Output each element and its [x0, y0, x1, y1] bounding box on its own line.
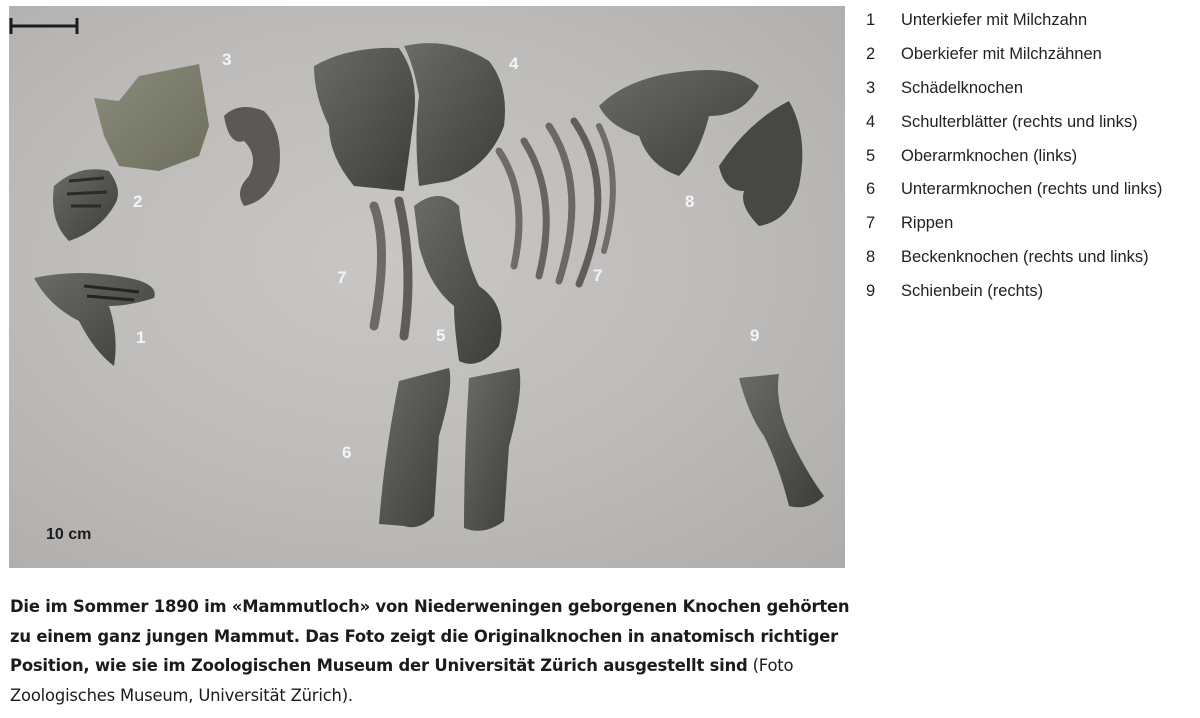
bone-number-label: 3: [222, 50, 232, 69]
legend-number: 5: [866, 146, 876, 165]
rib-shape: [399, 201, 408, 336]
bone-number-label: 4: [509, 54, 519, 73]
legend-number: 6: [866, 180, 876, 199]
bone-legend: [866, 4, 1196, 308]
legend-item: [866, 139, 1196, 173]
legend-number: 1: [866, 11, 876, 30]
legend-number: 9: [866, 281, 876, 300]
legend-text: Oberkiefer mit Milchzähnen: [901, 45, 1102, 64]
legend-text: Beckenknochen (rechts und links): [901, 247, 1149, 266]
bone-number-label: 8: [685, 192, 695, 211]
scapula-left-shape: [314, 48, 415, 191]
rib-shape: [374, 206, 382, 326]
legend-text: Schädelknochen: [901, 78, 1024, 97]
scapula-right-shape: [404, 43, 505, 186]
legend-text: Schulterblätter (rechts und links): [901, 112, 1138, 131]
bone-number-label: 7: [337, 268, 347, 287]
figure-caption: [10, 592, 850, 710]
skull-bone-shape-2: [224, 107, 280, 206]
legend-item: [866, 173, 1196, 207]
bones-illustration: [9, 6, 845, 568]
tibia-shape: [739, 374, 824, 507]
mammoth-bones-photo: [9, 6, 845, 568]
legend-text: Unterarmknochen (rechts und links): [901, 180, 1163, 199]
rib-shape: [499, 151, 519, 266]
legend-item: [866, 72, 1196, 106]
legend-number: 4: [866, 112, 876, 131]
legend-text: Oberarmknochen (links): [901, 146, 1078, 165]
bone-number-label: 1: [136, 328, 146, 347]
bone-number-label: 7: [593, 266, 603, 285]
skull-bone-shape: [94, 64, 209, 171]
legend-number: 3: [866, 78, 876, 97]
humerus-shape: [414, 196, 502, 364]
rib-shape: [599, 126, 613, 251]
caption-credit-text: (Foto Zoologisches Museum, Universität Zürich).: [10, 656, 794, 705]
legend-text: Unterkiefer mit Milchzahn: [901, 11, 1088, 30]
legend-number: 2: [866, 45, 876, 64]
forearm-bone-shape: [379, 368, 450, 527]
legend-number: 8: [866, 247, 876, 266]
legend-item: [866, 105, 1196, 139]
pelvis-right-shape: [719, 101, 802, 226]
legend-item: [866, 207, 1196, 241]
legend-text: Rippen: [901, 214, 954, 233]
legend-text: Schienbein (rechts): [901, 281, 1044, 300]
legend-number: 7: [866, 214, 876, 233]
rib-shape: [549, 126, 572, 281]
bone-number-label: 5: [436, 326, 446, 345]
legend-item: [866, 38, 1196, 72]
bone-number-label: 2: [133, 192, 143, 211]
legend-item: [866, 274, 1196, 308]
forearm-bone-shape-2: [464, 368, 520, 531]
bone-number-label: 6: [342, 443, 352, 462]
scale-bar: [9, 6, 79, 46]
caption-bold-text: Die im Sommer 1890 im «Mammutloch» von Niederweningen geborgenen Knochen gehörten zu einem ganz jungen Mammut. Das Foto zeigt die Originalknochen in anatomisch richtiger Position, wie sie im Zoologischen Museum der Universität Zürich ausgestellt sind: [10, 597, 850, 675]
legend-item: [866, 241, 1196, 275]
rib-shape: [524, 141, 546, 276]
legend-item: [866, 4, 1196, 38]
bone-number-label: 9: [750, 326, 760, 345]
scale-label: 10 cm: [46, 526, 92, 543]
rib-shape: [574, 121, 598, 284]
